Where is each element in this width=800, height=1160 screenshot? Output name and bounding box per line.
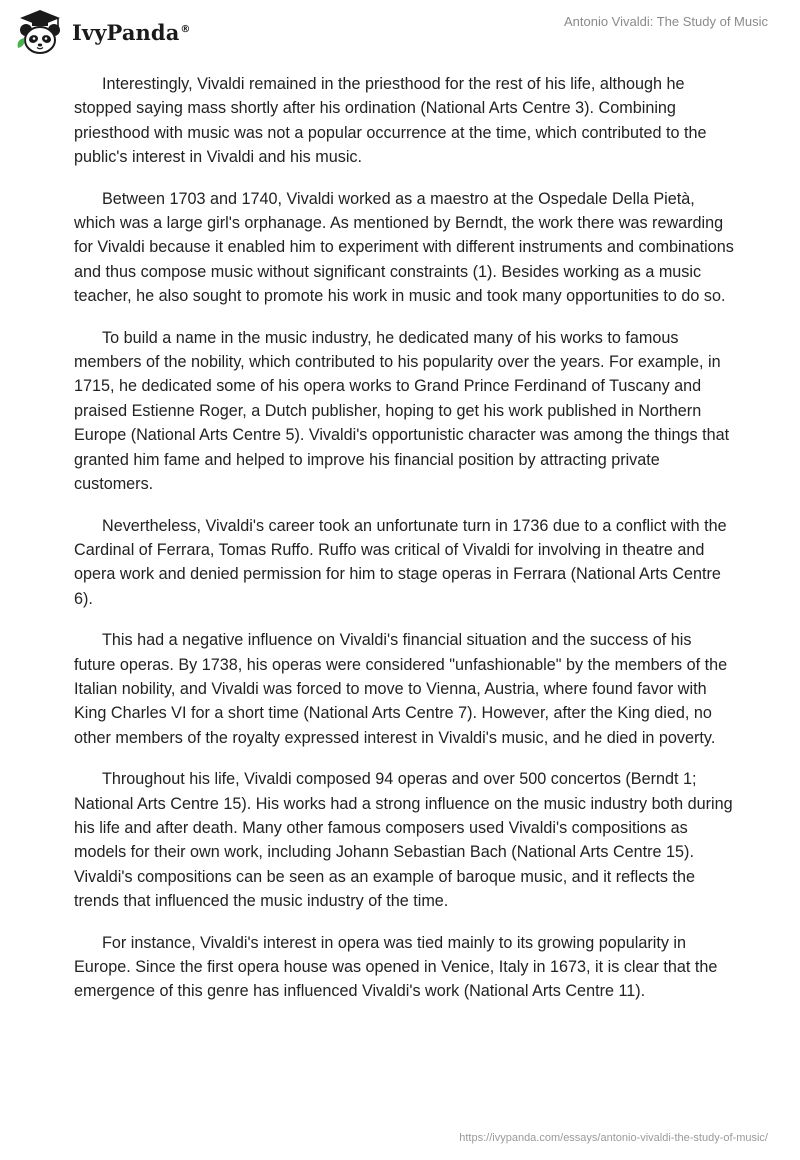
paragraph: Interestingly, Vivaldi remained in the priesthood for the rest of his life, although he stopped saying mass shortly after his ordination (National Arts Centre 3). Combining priesthood with music was not a popular occurrence at the time, which contributed to the public's interest in Vivaldi and his music. (74, 75, 707, 167)
paragraph: Nevertheless, Vivaldi's career took an unfortunate turn in 1736 due to a conflict with the Cardinal of Ferrara, Tomas Ruffo. Ruffo was critical of Vivaldi for involving in theatre and opera work and denied permission for him to stage operas in Ferrara (National Arts Centre 6). (74, 516, 727, 608)
document-title: Antonio Vivaldi: The Study of Music (563, 14, 768, 29)
brand-logo[interactable] (14, 8, 191, 56)
panda-logo-icon (14, 8, 66, 56)
paragraph: Throughout his life, Vivaldi composed 94 operas and over 500 concertos (Berndt 1; National Arts Centre 15). His works had a strong influence on the music industry both during his life and after death. Many other famous composers used Vivaldi's compositions as models for their own work, including Johann Sebastian Bach (National Arts Centre 15). Vivaldi's compositions can be seen as an example of baroque music, and it reflects the trends that influenced the music industry of the time. (74, 770, 733, 911)
source-url-link[interactable]: https://ivypanda.com/essays/antonio-vivaldi-the-study-of-music/ (459, 1132, 768, 1144)
paragraph: For instance, Vivaldi's interest in opera was tied mainly to its growing popularity in Europe. Since the first opera house was opened in Venice, Italy in 1673, it is clear that the emergence of this genre has influenced Vivaldi's work (National Arts Centre 11). (74, 933, 718, 1001)
paragraph: This had a negative influence on Vivaldi's financial situation and the success of his future operas. By 1738, his operas were considered "unfashionable" by the members of the Italian nobility, and Vivaldi was forced to move to Vienna, Austria, where found favor with King Charles VI for a short time (National Arts Centre 7). However, after the King died, no other members of the royalty expressed interest in Vivaldi's music, and he died in poverty. (74, 631, 728, 747)
brand-name: IvyPanda® (72, 19, 191, 45)
page-header (0, 0, 800, 64)
essay-body (74, 72, 736, 1021)
paragraph: Between 1703 and 1740, Vivaldi worked as a maestro at the Ospedale Della Pietà, which was a large girl's orphanage. As mentioned by Berndt, the work there was rewarding for Vivaldi because it enabled him to experiment with different instruments and combinations and thus compose music without significant constraints (1). Besides working as a music teacher, he also sought to promote his work in music and took many opportunities to do so. (74, 189, 734, 306)
paragraph: To build a name in the music industry, he dedicated many of his works to famous members of the nobility, which contributed to his popularity over the years. For example, in 1715, he dedicated some of his opera works to Grand Prince Ferdinand of Tuscany and praised Estienne Roger, a Dutch publisher, hoping to get his work published in Northern Europe (National Arts Centre 5). Vivaldi's opportunistic character was among the things that granted him fame and helped to improve his financial position by attracting private customers. (74, 328, 730, 494)
